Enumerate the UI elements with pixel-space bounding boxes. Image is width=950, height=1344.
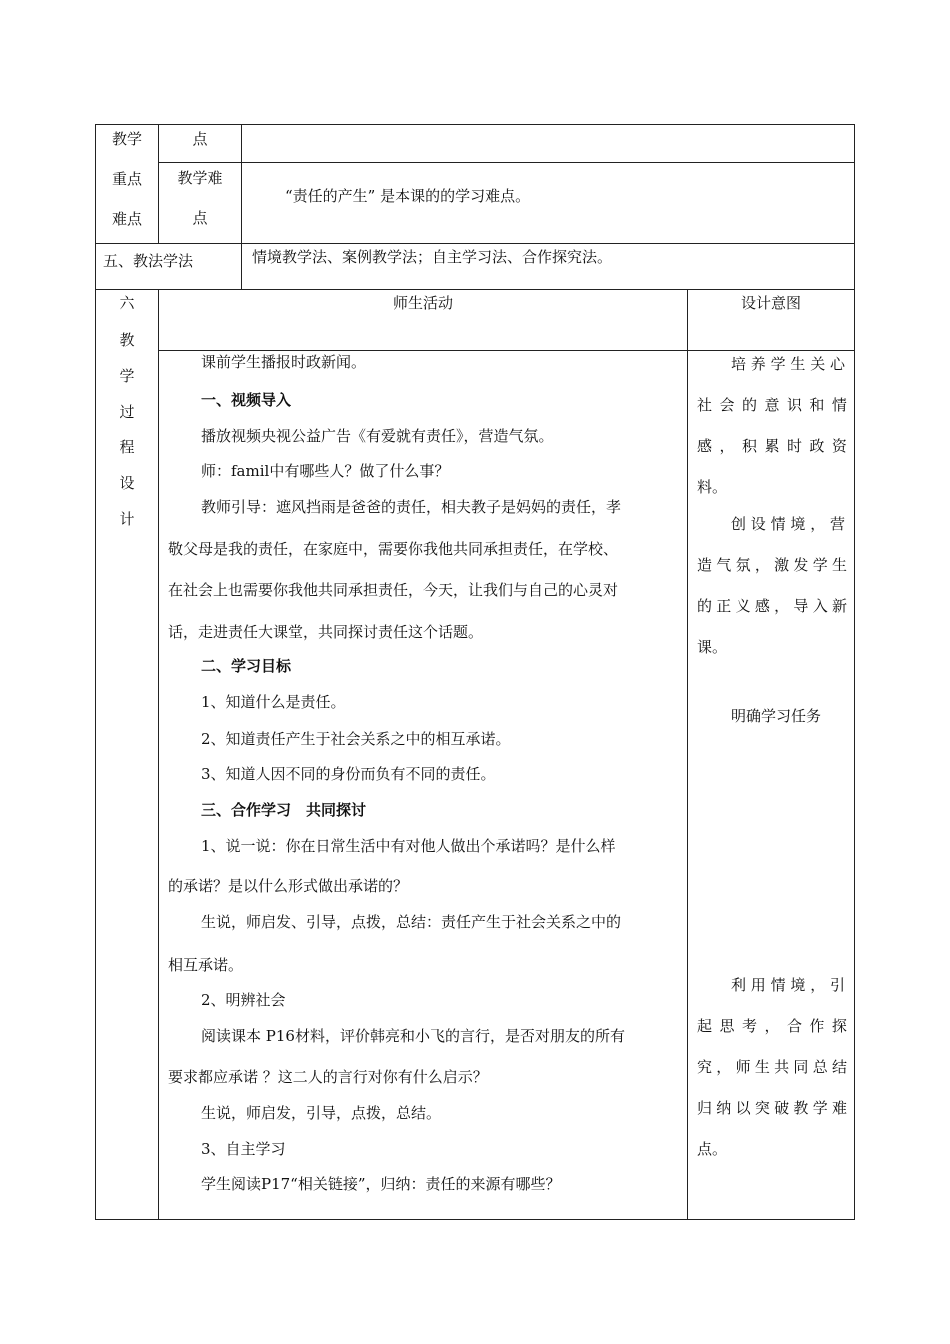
label-line: 教学难 <box>177 169 223 187</box>
label-line: 点 <box>192 209 208 227</box>
activity-line: 相互承诺。 <box>168 956 244 974</box>
activity-line: 阅读课本 P16材料，评价韩亮和小飞的言行，是否对朋友的所有 <box>201 1027 625 1045</box>
divider <box>241 124 242 289</box>
intent-line: 利 用 情 境 ， 引 <box>731 976 845 994</box>
label-char: 教 <box>119 331 135 349</box>
intent-line: 归 纳 以 突 破 教 学 难 <box>697 1099 847 1117</box>
intent-line: 培 养 学 生 关 心 <box>731 355 845 373</box>
activity-line: 在社会上也需要你我他共同承担责任，今天，让我们与自己的心灵对 <box>168 581 619 599</box>
activity-line: 学生阅读P17“相关链接”，归纳：责任的来源有哪些？ <box>201 1175 561 1193</box>
intent-line: 的 正 义 感 ， 导 入 新 <box>697 597 847 615</box>
label-line: 难点 <box>111 210 142 228</box>
label-char: 程 <box>119 438 135 456</box>
label-char: 过 <box>119 403 135 421</box>
difficulty-value: “责任的产生” 是本课的的学习难点。 <box>285 187 531 205</box>
label-char: 六 <box>119 294 135 312</box>
activity-line: 2、明辨社会 <box>201 991 286 1009</box>
label-line: 点 <box>192 130 208 148</box>
table-border-bottom <box>95 1219 855 1220</box>
table-border-top <box>95 124 855 125</box>
section-heading: 三、合作学习 共同探讨 <box>201 801 367 819</box>
activity-line: 2、知道责任产生于社会关系之中的相互承诺。 <box>201 730 511 748</box>
header-text: 设计意图 <box>740 294 801 312</box>
section-heading: 二、学习目标 <box>201 657 292 675</box>
activity-line: 3、知道人因不同的身份而负有不同的责任。 <box>201 765 496 783</box>
intent-line: 起 思 考 ， 合 作 探 <box>697 1017 847 1035</box>
divider <box>158 162 855 163</box>
divider <box>95 289 855 290</box>
activity-line: 课前学生播报时政新闻。 <box>201 353 367 371</box>
activity-line: 教师引导：遮风挡雨是爸爸的责任，相夫教子是妈妈的责任，孝 <box>201 498 622 516</box>
activity-line: 师：famil中有哪些人？做了什么事？ <box>201 462 450 480</box>
intent-line: 感 ， 积 累 时 政 资 <box>697 437 847 455</box>
label-char: 计 <box>119 510 135 528</box>
intent-line: 点。 <box>697 1140 728 1158</box>
intent-line: 创 设 情 境 ， 营 <box>731 515 845 533</box>
label-line: 重点 <box>111 170 142 188</box>
header-text: 师生活动 <box>392 294 453 312</box>
activity-line: 话，走进责任大课堂，共同探讨责任这个话题。 <box>168 623 484 641</box>
method-value: 情境教学法、案例教学法；自主学习法、合作探究法。 <box>252 248 613 266</box>
label-line: 教学 <box>111 130 142 148</box>
activity-line: 的承诺？是以什么形式做出承诺的？ <box>168 877 409 895</box>
method-label: 五、教法学法 <box>103 252 194 270</box>
intent-line: 究 ， 师 生 共 同 总 结 <box>697 1058 847 1076</box>
activity-line: 要求都应承诺 ？这二人的言行对你有什么启示？ <box>168 1068 488 1086</box>
activity-line: 1、知道什么是责任。 <box>201 693 346 711</box>
intent-line: 明确学习任务 <box>731 707 822 725</box>
label-char: 学 <box>119 367 135 385</box>
section-heading: 一、视频导入 <box>201 391 292 409</box>
activity-line: 1、说一说：你在日常生活中有对他人做出个承诺吗？是什么样 <box>201 837 616 855</box>
divider <box>687 289 688 1220</box>
divider <box>158 350 855 351</box>
activity-line: 敬父母是我的责任，在家庭中，需要你我他共同承担责任，在学校、 <box>168 540 619 558</box>
activity-line: 3、自主学习 <box>201 1140 286 1158</box>
label-char: 设 <box>119 474 135 492</box>
intent-line: 课。 <box>697 638 728 656</box>
divider <box>158 289 159 1220</box>
activity-line: 生说，师启发、引导，点拨，总结：责任产生于社会关系之中的 <box>201 913 622 931</box>
intent-line: 造 气 氛 ， 激 发 学 生 <box>697 556 847 574</box>
intent-line: 料。 <box>697 478 728 496</box>
activity-line: 生说，师启发，引导，点拨，总结。 <box>201 1104 442 1122</box>
intent-line: 社 会 的 意 识 和 情 <box>697 396 847 414</box>
divider <box>95 243 855 244</box>
activity-line: 播放视频央视公益广告《有爱就有责任》，营造气氛。 <box>201 427 554 445</box>
